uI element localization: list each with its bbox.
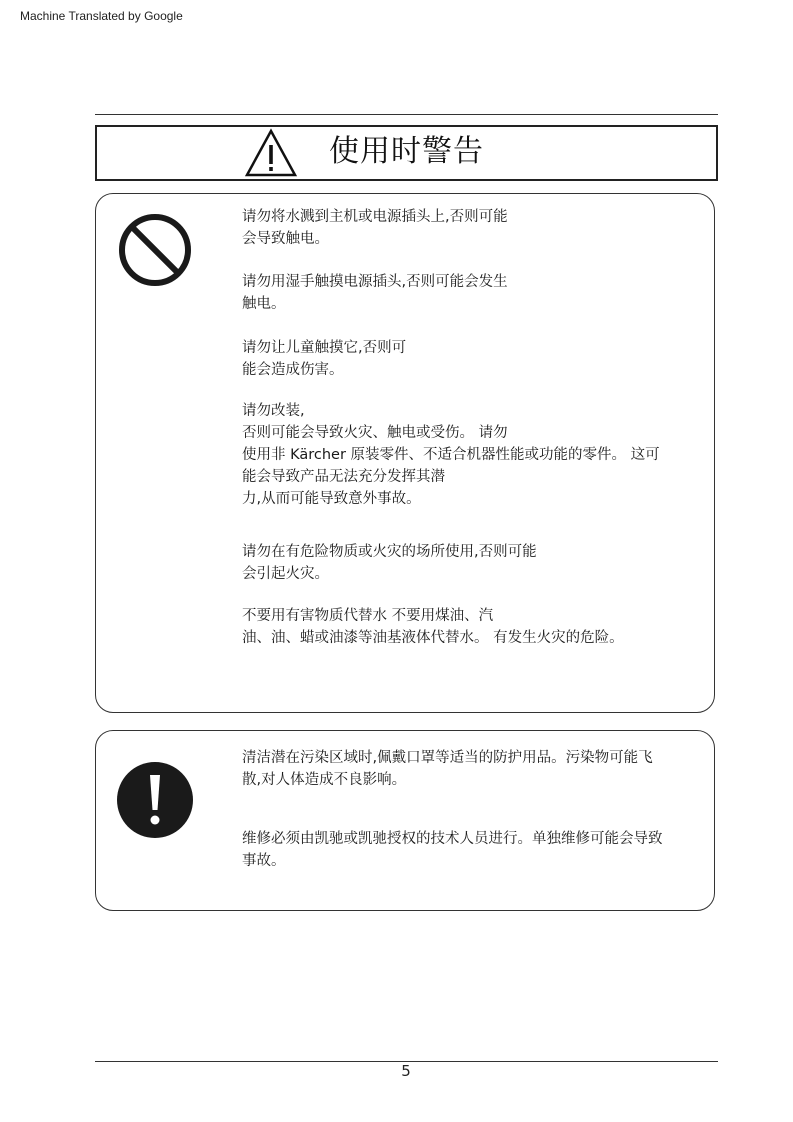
warning-paragraph: 请勿改装, 否则可能会导致火灾、触电或受伤。 请勿 使用非 Kärcher 原装零件、不适合机器性能或功能的零件。 这可 能会导致产品无法充分发挥其潜 力,从而可能导致意外事故。 bbox=[242, 403, 660, 507]
warning-title-box bbox=[95, 125, 718, 181]
warning-paragraph: 请勿用湿手触摸电源插头,否则可能会发生 触电。 bbox=[242, 274, 508, 312]
warning-triangle-icon bbox=[244, 128, 298, 178]
prohibition-panel bbox=[95, 193, 715, 713]
caution-paragraph: 清洁潜在污染区域时,佩戴口罩等适当的防护用品。污染物可能飞 散,对人体造成不良影响。 bbox=[242, 750, 653, 788]
page-number: 5 bbox=[401, 1062, 411, 1080]
caution-paragraph: 维修必须由凯驰或凯驰授权的技术人员进行。单独维修可能会导致 事故。 bbox=[242, 831, 663, 869]
warning-paragraph: 请勿将水溅到主机或电源插头上,否则可能 会导致触电。 bbox=[242, 209, 508, 247]
warning-paragraph: 不要用有害物质代替水 不要用煤油、汽 油、油、蜡或油漆等油基液体代替水。 有发生火灾的危险。 bbox=[242, 608, 624, 646]
warning-paragraph: 请勿在有危险物质或火灾的场所使用,否则可能 会引起火灾。 bbox=[242, 544, 537, 582]
page-title: 使用时警告 bbox=[329, 134, 484, 169]
machine-translated-note: Machine Translated by Google bbox=[20, 9, 183, 23]
exclamation-icon bbox=[116, 761, 194, 839]
prohibition-icon bbox=[116, 211, 194, 289]
warning-paragraph: 请勿让儿童触摸它,否则可 能会造成伤害。 bbox=[242, 340, 407, 378]
top-rule bbox=[95, 114, 718, 115]
caution-panel bbox=[95, 730, 715, 911]
